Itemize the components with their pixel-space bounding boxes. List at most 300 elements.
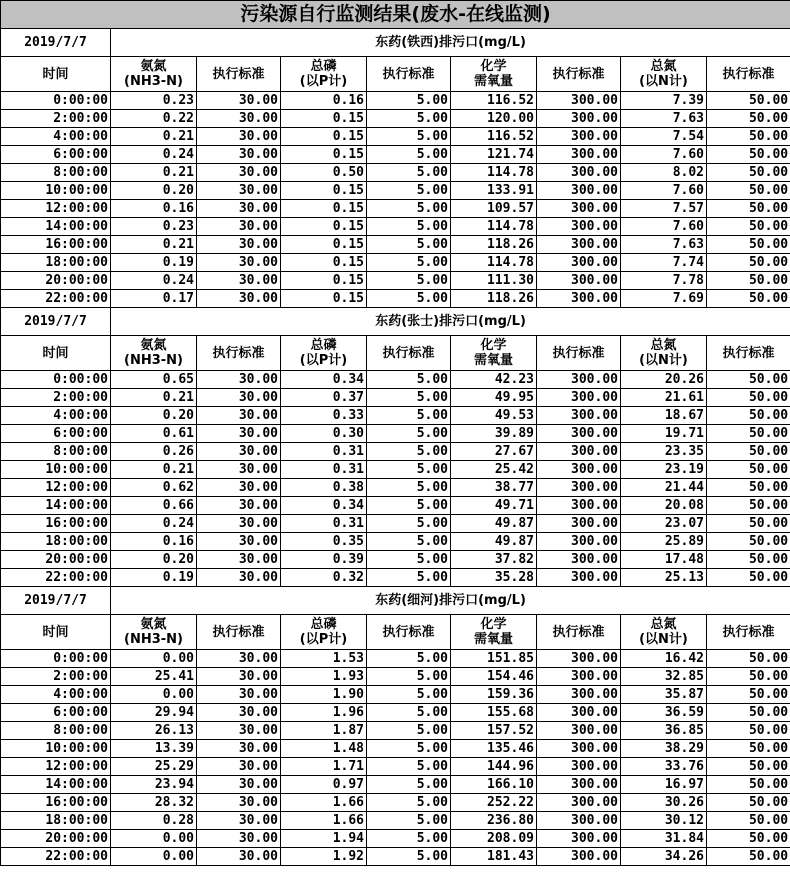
- tp-standard: 5.00: [367, 533, 451, 551]
- cod-standard: 300.00: [537, 236, 621, 254]
- nh3-value: 23.94: [111, 776, 197, 794]
- tn-value: 7.63: [621, 110, 707, 128]
- cod-standard: 300.00: [537, 740, 621, 758]
- table-row: [1, 650, 790, 668]
- cod-standard: 300.00: [537, 407, 621, 425]
- tn-standard: 50.00: [707, 128, 790, 146]
- nh3-value: 28.32: [111, 794, 197, 812]
- tn-standard: 50.00: [707, 848, 790, 866]
- nh3-value: 0.21: [111, 461, 197, 479]
- section-header-row: [1, 587, 790, 615]
- time-cell: 8:00:00: [1, 443, 111, 461]
- nh3-standard: 30.00: [197, 218, 281, 236]
- tp-value: 1.96: [281, 704, 367, 722]
- tn-standard: 50.00: [707, 812, 790, 830]
- time-cell: 10:00:00: [1, 182, 111, 200]
- nh3-standard: 30.00: [197, 776, 281, 794]
- time-cell: 12:00:00: [1, 200, 111, 218]
- tp-standard: 5.00: [367, 371, 451, 389]
- cod-value: 135.46: [451, 740, 537, 758]
- tn-value: 25.13: [621, 569, 707, 587]
- time-cell: 14:00:00: [1, 497, 111, 515]
- cod-value: 151.85: [451, 650, 537, 668]
- table-row: [1, 290, 790, 308]
- time-cell: 10:00:00: [1, 461, 111, 479]
- nh3-standard: 30.00: [197, 533, 281, 551]
- tp-standard: 5.00: [367, 182, 451, 200]
- tn-standard: 50.00: [707, 389, 790, 407]
- cod-standard: 300.00: [537, 371, 621, 389]
- cod-value: 116.52: [451, 92, 537, 110]
- tn-standard: 50.00: [707, 830, 790, 848]
- tn-value: 33.76: [621, 758, 707, 776]
- tn-value: 7.69: [621, 290, 707, 308]
- table-row: [1, 569, 790, 587]
- nh3-standard: 30.00: [197, 704, 281, 722]
- tn-value: 19.71: [621, 425, 707, 443]
- table-row: [1, 848, 790, 866]
- tp-standard: 5.00: [367, 722, 451, 740]
- tp-standard: 5.00: [367, 164, 451, 182]
- tp-standard: 5.00: [367, 290, 451, 308]
- nh3-value: 0.20: [111, 551, 197, 569]
- title-row: [1, 1, 790, 29]
- tn-standard: 50.00: [707, 371, 790, 389]
- nh3-standard: 30.00: [197, 146, 281, 164]
- cod-value: 25.42: [451, 461, 537, 479]
- tp-standard: 5.00: [367, 272, 451, 290]
- cod-standard: 300.00: [537, 758, 621, 776]
- time-cell: 0:00:00: [1, 650, 111, 668]
- column-header-row: [1, 336, 790, 371]
- cod-standard: 300.00: [537, 722, 621, 740]
- cod-standard: 300.00: [537, 533, 621, 551]
- tp-value: 1.53: [281, 650, 367, 668]
- cod-value: 116.52: [451, 128, 537, 146]
- cod-value: 49.95: [451, 389, 537, 407]
- header-tp: [281, 615, 367, 650]
- header-nh3-line1: 氨氮: [140, 617, 167, 632]
- table-body: [1, 1, 790, 866]
- nh3-standard: 30.00: [197, 569, 281, 587]
- time-cell: 2:00:00: [1, 668, 111, 686]
- cod-value: 39.89: [451, 425, 537, 443]
- cod-standard: 300.00: [537, 128, 621, 146]
- header-tn: [621, 336, 707, 371]
- cod-standard: 300.00: [537, 443, 621, 461]
- header-tn: [621, 615, 707, 650]
- tp-value: 0.50: [281, 164, 367, 182]
- tn-standard: 50.00: [707, 551, 790, 569]
- table-row: [1, 254, 790, 272]
- header-nh3: [111, 615, 197, 650]
- tn-value: 23.35: [621, 443, 707, 461]
- header-nh3-line1: 氨氮: [140, 59, 167, 74]
- tp-value: 0.15: [281, 272, 367, 290]
- header-nh3: [111, 336, 197, 371]
- table-row: [1, 551, 790, 569]
- tn-value: 23.19: [621, 461, 707, 479]
- tn-value: 7.57: [621, 200, 707, 218]
- tn-standard: 50.00: [707, 794, 790, 812]
- tp-standard: 5.00: [367, 110, 451, 128]
- nh3-value: 0.65: [111, 371, 197, 389]
- time-cell: 18:00:00: [1, 254, 111, 272]
- tp-standard: 5.00: [367, 569, 451, 587]
- table-row: [1, 794, 790, 812]
- header-nh3: [111, 57, 197, 92]
- cod-standard: 300.00: [537, 218, 621, 236]
- tp-value: 0.30: [281, 425, 367, 443]
- section-outlet-title: 东药(铁西)排污口(mg/L): [111, 29, 790, 57]
- section-header-row: [1, 29, 790, 57]
- nh3-standard: 30.00: [197, 758, 281, 776]
- time-cell: 22:00:00: [1, 290, 111, 308]
- time-cell: 22:00:00: [1, 848, 111, 866]
- cod-standard: 300.00: [537, 569, 621, 587]
- nh3-value: 0.19: [111, 569, 197, 587]
- nh3-standard: 30.00: [197, 182, 281, 200]
- time-cell: 4:00:00: [1, 128, 111, 146]
- tp-value: 1.66: [281, 812, 367, 830]
- cod-standard: 300.00: [537, 146, 621, 164]
- tp-value: 0.34: [281, 497, 367, 515]
- nh3-value: 0.21: [111, 128, 197, 146]
- tp-standard: 5.00: [367, 776, 451, 794]
- cod-value: 120.00: [451, 110, 537, 128]
- tp-standard: 5.00: [367, 515, 451, 533]
- tp-standard: 5.00: [367, 848, 451, 866]
- header-tp-standard: 执行标准: [367, 336, 451, 371]
- cod-standard: 300.00: [537, 650, 621, 668]
- cod-value: 154.46: [451, 668, 537, 686]
- tn-value: 38.29: [621, 740, 707, 758]
- cod-value: 49.53: [451, 407, 537, 425]
- nh3-value: 0.24: [111, 515, 197, 533]
- tn-standard: 50.00: [707, 92, 790, 110]
- nh3-value: 25.29: [111, 758, 197, 776]
- tn-value: 7.63: [621, 236, 707, 254]
- tn-standard: 50.00: [707, 758, 790, 776]
- nh3-value: 29.94: [111, 704, 197, 722]
- tn-value: 25.89: [621, 533, 707, 551]
- cod-standard: 300.00: [537, 290, 621, 308]
- nh3-value: 0.23: [111, 218, 197, 236]
- nh3-value: 0.21: [111, 389, 197, 407]
- table-row: [1, 110, 790, 128]
- tp-standard: 5.00: [367, 686, 451, 704]
- cod-value: 181.43: [451, 848, 537, 866]
- tp-standard: 5.00: [367, 758, 451, 776]
- section-date: 2019/7/7: [1, 587, 111, 615]
- tp-standard: 5.00: [367, 389, 451, 407]
- cod-standard: 300.00: [537, 254, 621, 272]
- table-row: [1, 389, 790, 407]
- tp-standard: 5.00: [367, 794, 451, 812]
- nh3-standard: 30.00: [197, 371, 281, 389]
- cod-value: 114.78: [451, 218, 537, 236]
- header-tp-standard: 执行标准: [367, 615, 451, 650]
- time-cell: 14:00:00: [1, 776, 111, 794]
- cod-standard: 300.00: [537, 425, 621, 443]
- cod-value: 118.26: [451, 290, 537, 308]
- tp-value: 1.48: [281, 740, 367, 758]
- tn-standard: 50.00: [707, 272, 790, 290]
- tp-value: 0.15: [281, 146, 367, 164]
- tn-standard: 50.00: [707, 479, 790, 497]
- cod-value: 236.80: [451, 812, 537, 830]
- cod-standard: 300.00: [537, 515, 621, 533]
- tn-value: 16.97: [621, 776, 707, 794]
- nh3-standard: 30.00: [197, 110, 281, 128]
- table-row: [1, 668, 790, 686]
- nh3-value: 0.22: [111, 110, 197, 128]
- tp-value: 0.15: [281, 110, 367, 128]
- tn-standard: 50.00: [707, 650, 790, 668]
- cod-standard: 300.00: [537, 389, 621, 407]
- nh3-standard: 30.00: [197, 200, 281, 218]
- header-cod-line1: 化学: [480, 338, 507, 353]
- tn-standard: 50.00: [707, 497, 790, 515]
- nh3-value: 0.21: [111, 164, 197, 182]
- tp-value: 0.31: [281, 515, 367, 533]
- nh3-value: 0.24: [111, 146, 197, 164]
- header-cod: [451, 336, 537, 371]
- table-row: [1, 812, 790, 830]
- cod-value: 35.28: [451, 569, 537, 587]
- nh3-value: 0.20: [111, 407, 197, 425]
- tn-standard: 50.00: [707, 200, 790, 218]
- section-outlet-title: 东药(细河)排污口(mg/L): [111, 587, 790, 615]
- cod-standard: 300.00: [537, 272, 621, 290]
- cod-standard: 300.00: [537, 110, 621, 128]
- header-tp-line1: 总磷: [310, 617, 337, 632]
- time-cell: 2:00:00: [1, 110, 111, 128]
- header-cod-line2: 需氧量: [473, 632, 513, 647]
- time-cell: 12:00:00: [1, 479, 111, 497]
- tn-value: 7.60: [621, 182, 707, 200]
- nh3-standard: 30.00: [197, 461, 281, 479]
- tn-standard: 50.00: [707, 443, 790, 461]
- time-cell: 6:00:00: [1, 704, 111, 722]
- tp-value: 0.15: [281, 254, 367, 272]
- tp-standard: 5.00: [367, 146, 451, 164]
- tp-standard: 5.00: [367, 551, 451, 569]
- nh3-value: 0.66: [111, 497, 197, 515]
- tn-standard: 50.00: [707, 686, 790, 704]
- tp-standard: 5.00: [367, 92, 451, 110]
- nh3-value: 0.00: [111, 686, 197, 704]
- header-cod-standard: 执行标准: [537, 615, 621, 650]
- tn-value: 7.39: [621, 92, 707, 110]
- nh3-value: 0.23: [111, 92, 197, 110]
- tn-value: 18.67: [621, 407, 707, 425]
- cod-standard: 300.00: [537, 182, 621, 200]
- tp-value: 0.31: [281, 443, 367, 461]
- tn-standard: 50.00: [707, 146, 790, 164]
- section-outlet-title: 东药(张士)排污口(mg/L): [111, 308, 790, 336]
- cod-value: 49.87: [451, 515, 537, 533]
- header-nh3-standard: 执行标准: [197, 57, 281, 92]
- header-cod-line1: 化学: [480, 617, 507, 632]
- header-cod-standard: 执行标准: [537, 336, 621, 371]
- table-row: [1, 407, 790, 425]
- cod-standard: 300.00: [537, 497, 621, 515]
- cod-value: 144.96: [451, 758, 537, 776]
- cod-standard: 300.00: [537, 794, 621, 812]
- tn-value: 7.54: [621, 128, 707, 146]
- tp-value: 0.35: [281, 533, 367, 551]
- nh3-standard: 30.00: [197, 794, 281, 812]
- tn-standard: 50.00: [707, 569, 790, 587]
- tp-standard: 5.00: [367, 812, 451, 830]
- nh3-standard: 30.00: [197, 443, 281, 461]
- nh3-standard: 30.00: [197, 272, 281, 290]
- tn-value: 20.26: [621, 371, 707, 389]
- nh3-value: 0.16: [111, 200, 197, 218]
- tp-value: 0.15: [281, 218, 367, 236]
- tp-value: 0.33: [281, 407, 367, 425]
- tn-value: 36.85: [621, 722, 707, 740]
- tn-value: 20.08: [621, 497, 707, 515]
- tn-value: 7.74: [621, 254, 707, 272]
- header-tn-line1: 总氮: [650, 59, 677, 74]
- table-row: [1, 722, 790, 740]
- time-cell: 6:00:00: [1, 425, 111, 443]
- nh3-standard: 30.00: [197, 479, 281, 497]
- header-cod: [451, 57, 537, 92]
- header-time: 时间: [1, 615, 111, 650]
- header-time: 时间: [1, 57, 111, 92]
- table-row: [1, 704, 790, 722]
- table-row: [1, 146, 790, 164]
- tp-value: 1.71: [281, 758, 367, 776]
- table-row: [1, 218, 790, 236]
- table-row: [1, 164, 790, 182]
- cod-value: 157.52: [451, 722, 537, 740]
- cod-standard: 300.00: [537, 776, 621, 794]
- nh3-standard: 30.00: [197, 389, 281, 407]
- cod-value: 114.78: [451, 164, 537, 182]
- tn-value: 21.44: [621, 479, 707, 497]
- nh3-value: 26.13: [111, 722, 197, 740]
- nh3-value: 0.16: [111, 533, 197, 551]
- time-cell: 20:00:00: [1, 272, 111, 290]
- cod-standard: 300.00: [537, 164, 621, 182]
- tn-standard: 50.00: [707, 668, 790, 686]
- cod-value: 37.82: [451, 551, 537, 569]
- nh3-standard: 30.00: [197, 425, 281, 443]
- time-cell: 16:00:00: [1, 515, 111, 533]
- cod-standard: 300.00: [537, 812, 621, 830]
- header-tp-line1: 总磷: [310, 59, 337, 74]
- nh3-value: 0.00: [111, 650, 197, 668]
- tp-value: 1.87: [281, 722, 367, 740]
- tp-value: 0.15: [281, 290, 367, 308]
- cod-value: 114.78: [451, 254, 537, 272]
- time-cell: 4:00:00: [1, 686, 111, 704]
- time-cell: 10:00:00: [1, 740, 111, 758]
- tp-value: 1.93: [281, 668, 367, 686]
- cod-value: 121.74: [451, 146, 537, 164]
- tn-value: 7.60: [621, 146, 707, 164]
- header-tn-line1: 总氮: [650, 338, 677, 353]
- sheet-title: 污染源自行监测结果(废水-在线监测): [1, 1, 790, 29]
- header-cod-standard: 执行标准: [537, 57, 621, 92]
- header-tn-standard: 执行标准: [707, 57, 790, 92]
- nh3-value: 0.24: [111, 272, 197, 290]
- tp-value: 0.15: [281, 128, 367, 146]
- header-tn-line2: (以N计): [639, 74, 688, 89]
- nh3-value: 0.00: [111, 848, 197, 866]
- time-cell: 2:00:00: [1, 389, 111, 407]
- nh3-value: 0.26: [111, 443, 197, 461]
- tp-value: 0.97: [281, 776, 367, 794]
- tn-standard: 50.00: [707, 740, 790, 758]
- cod-value: 252.22: [451, 794, 537, 812]
- nh3-standard: 30.00: [197, 236, 281, 254]
- nh3-value: 0.62: [111, 479, 197, 497]
- cod-standard: 300.00: [537, 92, 621, 110]
- tn-standard: 50.00: [707, 461, 790, 479]
- header-tp-line2: (以P计): [299, 353, 348, 368]
- table-row: [1, 533, 790, 551]
- nh3-standard: 30.00: [197, 497, 281, 515]
- header-tn-standard: 执行标准: [707, 615, 790, 650]
- tp-value: 0.32: [281, 569, 367, 587]
- tp-standard: 5.00: [367, 425, 451, 443]
- cod-value: 166.10: [451, 776, 537, 794]
- table-row: [1, 92, 790, 110]
- section-date: 2019/7/7: [1, 29, 111, 57]
- cod-value: 38.77: [451, 479, 537, 497]
- header-time: 时间: [1, 336, 111, 371]
- time-cell: 0:00:00: [1, 371, 111, 389]
- tn-value: 30.26: [621, 794, 707, 812]
- header-tp: [281, 57, 367, 92]
- nh3-standard: 30.00: [197, 830, 281, 848]
- table-row: [1, 686, 790, 704]
- cod-standard: 300.00: [537, 200, 621, 218]
- table-row: [1, 776, 790, 794]
- time-cell: 20:00:00: [1, 830, 111, 848]
- header-tn-standard: 执行标准: [707, 336, 790, 371]
- header-tp-line2: (以P计): [299, 74, 348, 89]
- tp-value: 0.15: [281, 182, 367, 200]
- tn-value: 35.87: [621, 686, 707, 704]
- time-cell: 16:00:00: [1, 236, 111, 254]
- cod-value: 27.67: [451, 443, 537, 461]
- cod-value: 159.36: [451, 686, 537, 704]
- tp-value: 0.37: [281, 389, 367, 407]
- column-header-row: [1, 57, 790, 92]
- nh3-standard: 30.00: [197, 164, 281, 182]
- table-row: [1, 128, 790, 146]
- nh3-standard: 30.00: [197, 650, 281, 668]
- tn-value: 34.26: [621, 848, 707, 866]
- nh3-standard: 30.00: [197, 290, 281, 308]
- cod-standard: 300.00: [537, 848, 621, 866]
- time-cell: 22:00:00: [1, 569, 111, 587]
- tn-standard: 50.00: [707, 722, 790, 740]
- table-row: [1, 479, 790, 497]
- tp-value: 0.38: [281, 479, 367, 497]
- nh3-standard: 30.00: [197, 551, 281, 569]
- nh3-value: 0.17: [111, 290, 197, 308]
- table-row: [1, 272, 790, 290]
- header-nh3-standard: 执行标准: [197, 615, 281, 650]
- time-cell: 6:00:00: [1, 146, 111, 164]
